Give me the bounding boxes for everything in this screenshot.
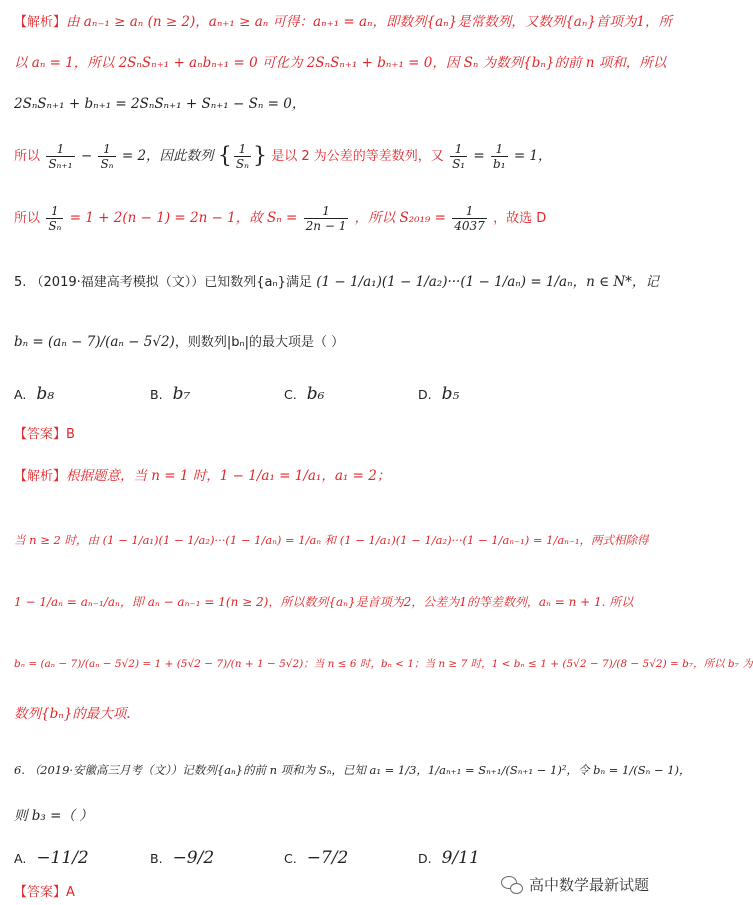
q5-option-d: D. b₅ [418, 384, 460, 404]
solution-1-line-4: 所以 $\frac{1}{\text{Sₙ₊₁}}$ − $\frac{1}{\text{Sₙ}}$ = 2，因此数列 { $\frac{1}{\text{Sₙ}}$ } 是以 2 为公差的等差数列，又 $\frac{1}{\text{S₁}}$ = $\frac{1}{\text{b₁}}$ = 1， [14, 142, 552, 171]
solution-1-line-2: 以 aₙ = 1，所以 2SₙSₙ₊₁ + aₙbₙ₊₁ = 0 可化为 2SₙSₙ₊₁ + bₙ₊₁ = 0，因 Sₙ 为数列{bₙ}的前 n 项和，所以 [14, 55, 667, 71]
solution-1-line-5: 所以 $\frac{1}{\text{Sₙ}}$ = 1 + 2(n − 1) = 2n − 1，故 Sₙ = $\frac{1}{2n - 1}$ ，所以 S₂₀₁₉ = $\frac{1}{4037}$ ，故选 D [14, 204, 547, 233]
q5-option-a: A. b₈ [14, 384, 55, 404]
fraction-1-over-Sn-b: $\frac{1}{\text{Sₙ}}$ [48, 204, 62, 233]
q5-option-b: B. b₇ [150, 384, 191, 404]
analysis-tag: 【解析】 [14, 15, 67, 30]
fraction-1-over-2n-1: $\frac{1}{2n - 1}$ [305, 204, 347, 233]
solution-5-line-1: 【解析】根据题意，当 n = 1 时，1 − 1/a₁ = 1/a₁，a₁ = 2； [14, 468, 391, 484]
q6-answer: 【答案】A [14, 885, 75, 900]
solution-5-line-2: 当 n ≥ 2 时，由 (1 − 1/a₁)(1 − 1/a₂)···(1 − 1/aₙ) = 1/aₙ 和 (1 − 1/a₁)(1 − 1/a₂)···(1 − 1/aₙ₋₁) = 1/aₙ₋₁，两式相除得 [14, 533, 649, 547]
question-5-line-2: bₙ = (aₙ − 7)/(aₙ − 5√2)，则数列|bₙ|的最大项是（ ） [14, 334, 345, 350]
q6-option-b: B. −9/2 [150, 848, 215, 868]
solution-5-line-4: bₙ = (aₙ − 7)/(aₙ − 5√2) = 1 + (5√2 − 7)/(n + 1 − 5√2)；当 n ≤ 6 时，bₙ < 1；当 n ≥ 7 时，1 < bₙ ≤ 1 + (5√2 − 7)/(8 − 5√2) = b₇，所以 b₇ 为 [14, 658, 753, 670]
question-6-line-1: 6. （2019·安徽高三月考（文））记数列{aₙ}的前 n 项和为 Sₙ，已知 a₁ = 1/3，1/aₙ₊₁ = Sₙ₊₁/(Sₙ₊₁ − 1)²，令 bₙ = 1/(Sₙ − 1)， [14, 763, 691, 777]
fraction-seq-1-over-Sn: $\frac{1}{\text{Sₙ}}$ [235, 142, 249, 171]
question-5-line-1: 5. （2019·福建高考模拟（文））已知数列{aₙ}满足 (1 − 1/a₁)(1 − 1/a₂)···(1 − 1/aₙ) = 1/aₙ，n ∈ N*，记 [14, 274, 659, 290]
q6-option-a: A. −11/2 [14, 848, 89, 868]
fraction-1-over-S1: $\frac{1}{\text{S₁}}$ [452, 142, 466, 171]
fraction-1-over-b1: $\frac{1}{\text{b₁}}$ [493, 142, 506, 171]
solution-1-line-1: 【解析】由 aₙ₋₁ ≥ aₙ (n ≥ 2)，aₙ₊₁ ≥ aₙ 可得：aₙ₊₁ = aₙ，即数列{aₙ}是常数列，又数列{aₙ}首项为1，所 [14, 14, 672, 30]
solution-1-line-3: 2SₙSₙ₊₁ + bₙ₊₁ = 2SₙSₙ₊₁ + Sₙ₊₁ − Sₙ = 0， [14, 96, 306, 112]
solution-5-line-5: 数列{bₙ}的最大项. [14, 706, 131, 722]
solution-5-line-3: 1 − 1/aₙ = aₙ₋₁/aₙ，即 aₙ − aₙ₋₁ = 1(n ≥ 2)，所以数列{aₙ}是首项为2，公差为1的等差数列，aₙ = n + 1. 所以 [14, 595, 634, 609]
q6-option-d: D. 9/11 [418, 848, 480, 868]
question-6-line-2: 则 b₃ =（ ） [14, 808, 93, 824]
watermark: 高中数学最新试题 [501, 874, 649, 895]
fraction-1-over-Sn1: $\frac{1}{\text{Sₙ₊₁}}$ [48, 142, 73, 171]
wechat-icon [501, 876, 523, 894]
fraction-1-over-Sn: $\frac{1}{\text{Sₙ}}$ [100, 142, 114, 171]
fraction-1-over-4037: $\frac{1}{4037}$ [454, 204, 485, 233]
q6-option-c: C. −7/2 [284, 848, 349, 868]
q5-answer: 【答案】B [14, 427, 75, 442]
q5-option-c: C. b₆ [284, 384, 325, 404]
